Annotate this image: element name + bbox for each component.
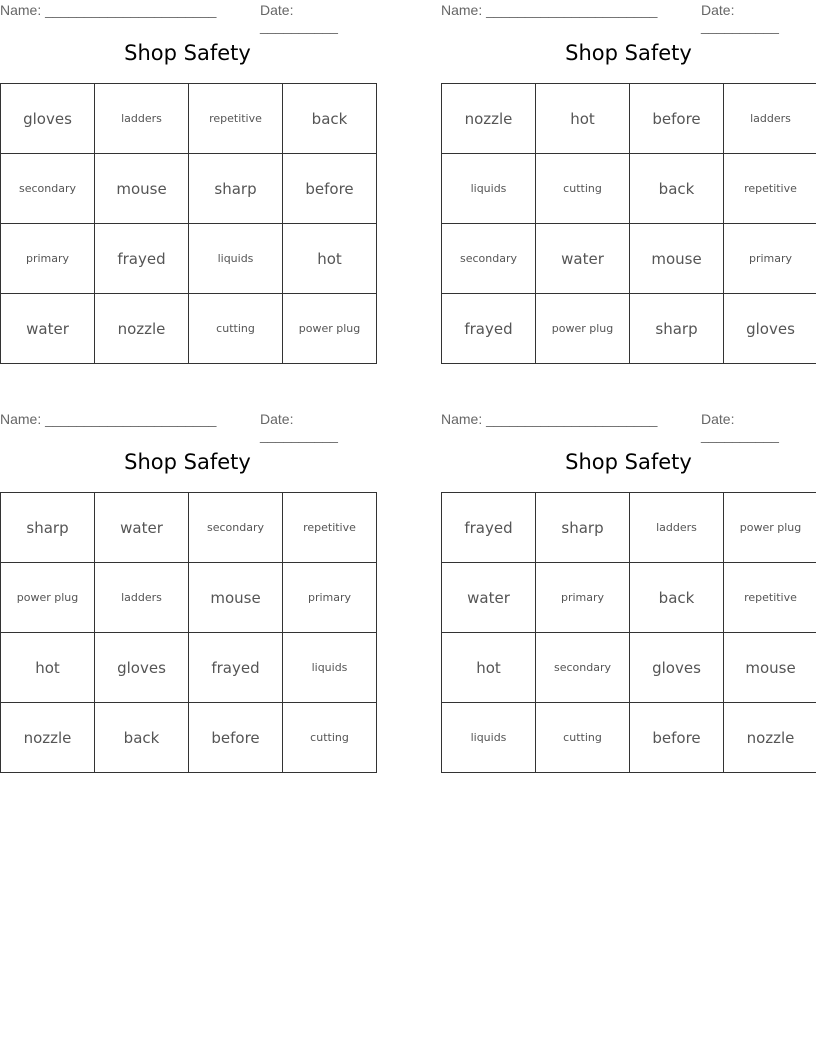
grid-cell: before <box>630 84 724 154</box>
grid-cell: mouse <box>189 563 283 633</box>
card-title: Shop Safety <box>565 41 692 65</box>
grid-cell: cutting <box>536 703 630 773</box>
card-header <box>441 409 816 443</box>
grid-cell: frayed <box>189 633 283 703</box>
grid-cell: before <box>283 154 377 224</box>
grid-cell: liquids <box>442 154 536 224</box>
grid-cell: power plug <box>536 294 630 364</box>
grid-cell: sharp <box>189 154 283 224</box>
grid-cell: mouse <box>95 154 189 224</box>
bingo-card <box>0 0 375 365</box>
grid-cell: back <box>630 154 724 224</box>
card-title: Shop Safety <box>565 450 692 474</box>
card-header <box>441 0 816 34</box>
grid-row <box>442 563 816 633</box>
grid-row <box>442 154 816 224</box>
bingo-grid <box>441 492 816 773</box>
grid-row <box>1 493 377 563</box>
grid-cell: before <box>630 703 724 773</box>
grid-cell: liquids <box>283 633 377 703</box>
grid-cell: primary <box>724 224 816 294</box>
name-field-label: Name: ______________________ <box>441 2 658 18</box>
grid-cell: back <box>95 703 189 773</box>
grid-cell: cutting <box>536 154 630 224</box>
grid-cell: liquids <box>442 703 536 773</box>
grid-cell: liquids <box>189 224 283 294</box>
grid-cell: gloves <box>95 633 189 703</box>
grid-cell: primary <box>1 224 95 294</box>
date-field-label: Date: __________ <box>701 2 779 34</box>
name-field-label: Name: ______________________ <box>0 2 217 18</box>
grid-row <box>442 493 816 563</box>
grid-cell: before <box>189 703 283 773</box>
grid-cell: hot <box>1 633 95 703</box>
bingo-card <box>441 409 816 774</box>
grid-row <box>1 224 377 294</box>
grid-cell: secondary <box>189 493 283 563</box>
grid-row <box>1 633 377 703</box>
grid-cell: back <box>630 563 724 633</box>
grid-cell: primary <box>283 563 377 633</box>
grid-cell: frayed <box>442 493 536 563</box>
bingo-card <box>0 409 375 774</box>
grid-cell: secondary <box>442 224 536 294</box>
grid-cell: secondary <box>1 154 95 224</box>
grid-cell: repetitive <box>724 563 816 633</box>
grid-cell: gloves <box>724 294 816 364</box>
card-header <box>0 0 375 34</box>
grid-row <box>442 703 816 773</box>
grid-row <box>1 154 377 224</box>
grid-cell: cutting <box>189 294 283 364</box>
grid-cell: gloves <box>1 84 95 154</box>
grid-cell: mouse <box>724 633 816 703</box>
grid-cell: gloves <box>630 633 724 703</box>
card-header <box>0 409 375 443</box>
grid-cell: power plug <box>724 493 816 563</box>
bingo-grid <box>0 83 377 364</box>
card-title: Shop Safety <box>124 41 251 65</box>
grid-cell: sharp <box>630 294 724 364</box>
bingo-card <box>441 0 816 365</box>
grid-cell: power plug <box>283 294 377 364</box>
grid-cell: repetitive <box>283 493 377 563</box>
grid-cell: power plug <box>1 563 95 633</box>
grid-cell: hot <box>536 84 630 154</box>
grid-cell: nozzle <box>442 84 536 154</box>
grid-cell: water <box>442 563 536 633</box>
grid-cell: nozzle <box>1 703 95 773</box>
grid-cell: frayed <box>95 224 189 294</box>
bingo-grid <box>441 83 816 364</box>
name-field-label: Name: ______________________ <box>441 411 658 427</box>
grid-cell: hot <box>283 224 377 294</box>
grid-row <box>442 294 816 364</box>
grid-cell: ladders <box>95 563 189 633</box>
card-title: Shop Safety <box>124 450 251 474</box>
name-field-label: Name: ______________________ <box>0 411 217 427</box>
grid-row <box>442 224 816 294</box>
grid-row <box>1 563 377 633</box>
grid-cell: water <box>1 294 95 364</box>
date-field-label: Date: __________ <box>260 2 338 34</box>
grid-row <box>442 84 816 154</box>
grid-cell: sharp <box>1 493 95 563</box>
grid-cell: mouse <box>630 224 724 294</box>
date-field-label: Date: __________ <box>701 411 779 443</box>
grid-cell: ladders <box>630 493 724 563</box>
grid-row <box>1 703 377 773</box>
grid-cell: sharp <box>536 493 630 563</box>
grid-cell: ladders <box>724 84 816 154</box>
grid-cell: primary <box>536 563 630 633</box>
grid-row <box>1 84 377 154</box>
date-field-label: Date: __________ <box>260 411 338 443</box>
grid-cell: secondary <box>536 633 630 703</box>
grid-cell: repetitive <box>189 84 283 154</box>
grid-cell: frayed <box>442 294 536 364</box>
grid-cell: water <box>95 493 189 563</box>
grid-cell: water <box>536 224 630 294</box>
grid-row <box>442 633 816 703</box>
grid-cell: nozzle <box>95 294 189 364</box>
grid-cell: nozzle <box>724 703 816 773</box>
grid-cell: hot <box>442 633 536 703</box>
grid-cell: cutting <box>283 703 377 773</box>
grid-cell: back <box>283 84 377 154</box>
grid-cell: ladders <box>95 84 189 154</box>
grid-row <box>1 294 377 364</box>
bingo-grid <box>0 492 377 773</box>
grid-cell: repetitive <box>724 154 816 224</box>
